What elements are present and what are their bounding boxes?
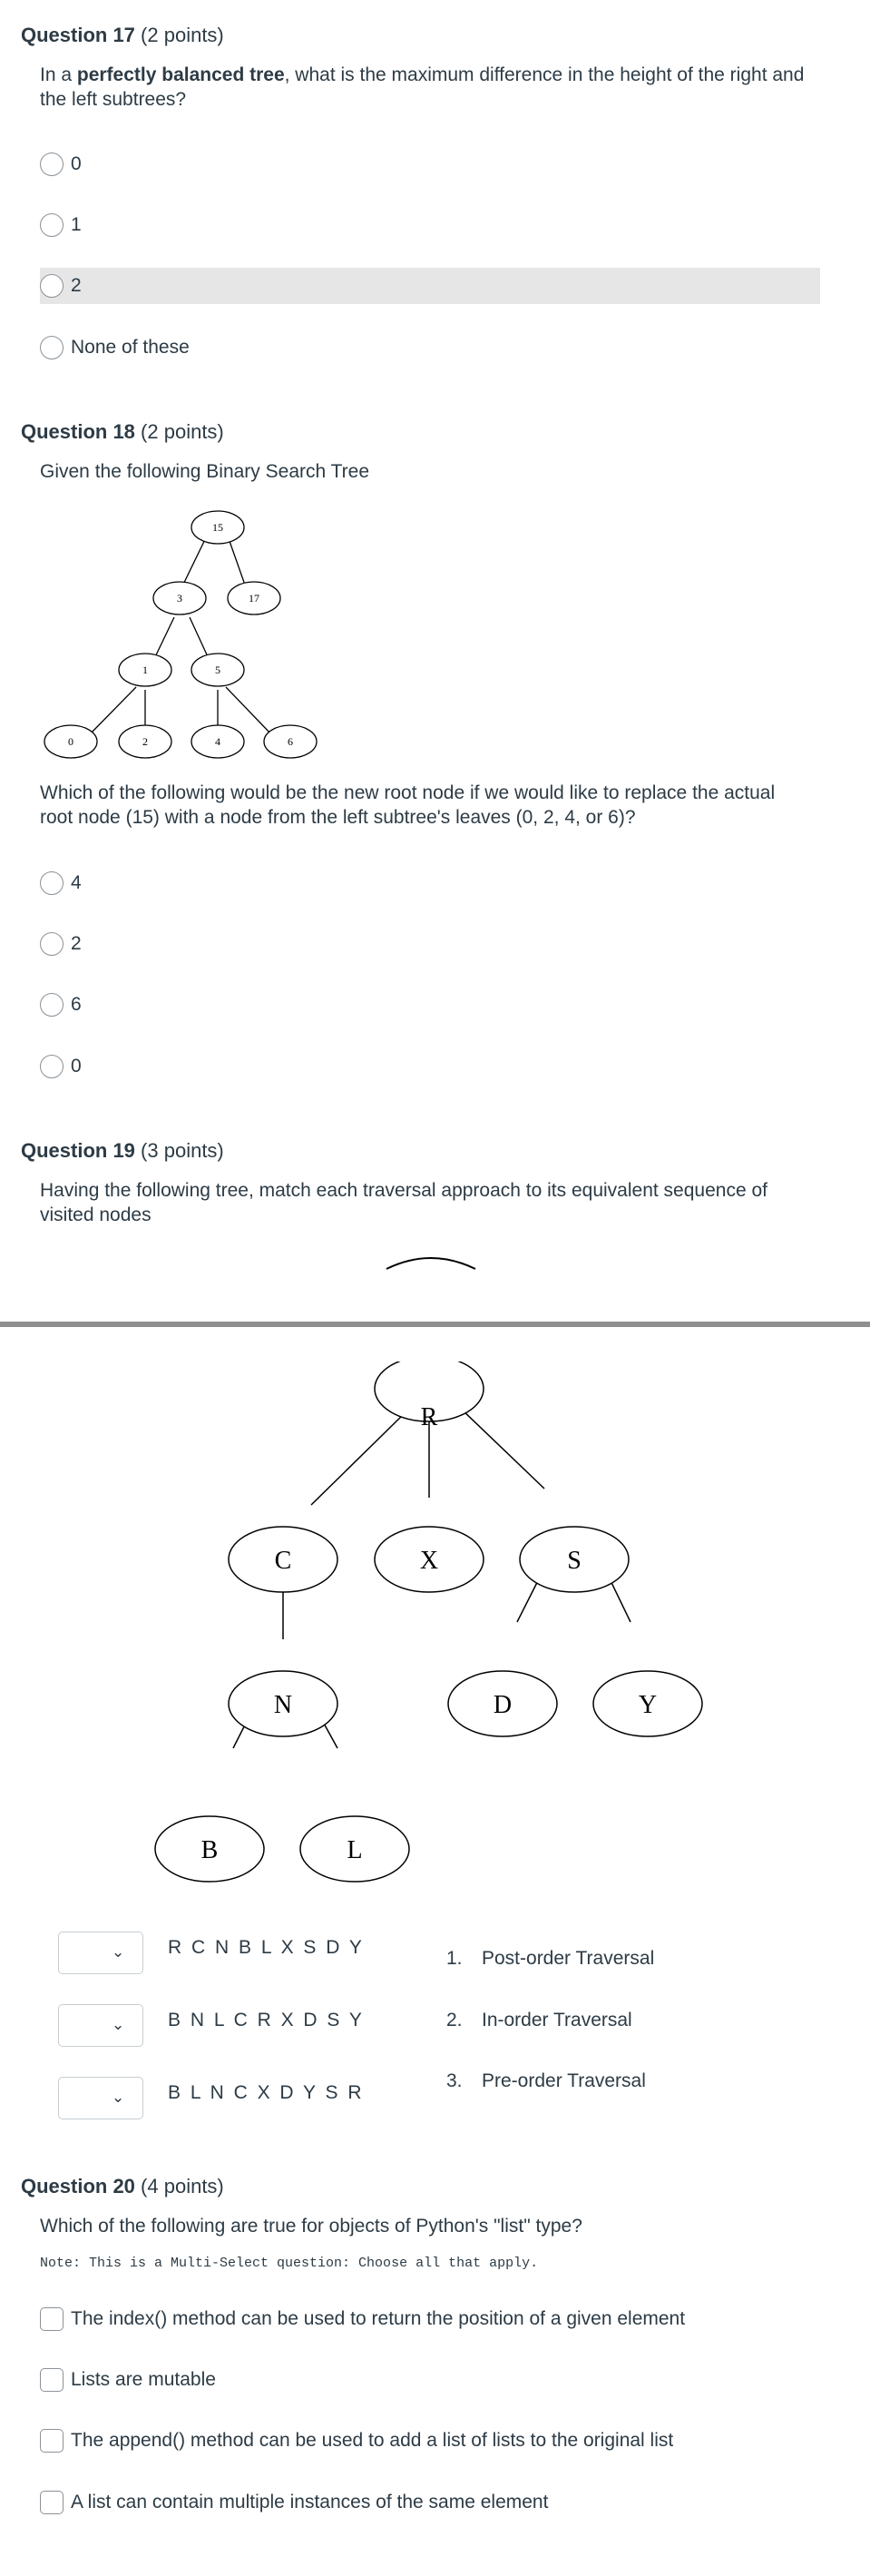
bst-node-0: 0 [68,735,73,748]
q20-note: Note: This is a Multi-Select question: Choose all that apply. [40,2256,539,2271]
q20-title [21,2175,224,2198]
option-label: 0 [71,1056,82,1077]
q19-tree-diagram [0,1362,870,1906]
match-dropdown-1[interactable] [58,1932,143,1974]
tree-node-C: C [274,1547,292,1575]
q17-points: (2 points) [141,24,224,46]
q18-option-0[interactable] [40,865,82,901]
radio-button[interactable] [40,993,64,1017]
option-label: 1 [71,214,82,235]
q17-text-pre: In a [40,64,77,85]
q20-question-text: Which of the following are true for objects of Python's "list" type? [40,2216,582,2237]
q17-text-post: , what is the maximum difference in the height of the right and the left subtrees? [40,64,805,110]
option-label: None of these [71,337,190,358]
q18-option-3[interactable] [40,1048,82,1085]
option-label: 2 [71,933,82,954]
option-label: Lists are mutable [71,2369,216,2390]
option-label: 0 [71,153,82,174]
match-label-2: In-order Traversal [482,2010,632,2030]
tree-node-X: X [419,1547,439,1575]
q20-number: Question 20 [21,2175,135,2197]
option-label: 6 [71,994,82,1015]
radio-button[interactable] [40,213,64,237]
bst-node-5: 5 [215,664,220,676]
q17-question-text [40,63,811,112]
tree-node-N: N [273,1691,293,1719]
match-label-3: Pre-order Traversal [482,2070,646,2091]
option-label: 2 [71,275,82,296]
q18-bst-diagram [0,499,363,772]
q17-option-3[interactable] [40,329,190,366]
option-label: The index() method can be used to return the position of a given element [71,2308,686,2329]
radio-button[interactable] [40,932,64,956]
sequence-3: B L N C X D Y S R [168,2082,365,2103]
bst-node-3: 3 [177,592,182,605]
q17-text-bold: perfectly balanced tree [76,64,285,85]
q17-title [21,24,224,47]
bst-node-17: 17 [249,592,259,605]
tree-node-B: B [200,1836,219,1864]
q18-number: Question 18 [21,420,135,443]
q18-intro: Given the following Binary Search Tree [40,461,370,482]
q20-points: (4 points) [141,2175,224,2197]
option-label: The append() method can be used to add a list of lists to the original list [71,2430,674,2451]
sequence-1: R C N B L X S D Y [168,1937,365,1958]
bst-node-2: 2 [142,735,148,748]
q18-question-text: Which of the following would be the new root node if we would like to replace the actual root node (15) with a node from the left subtree's leaves (0, 2, 4, or 6)? [40,782,776,828]
bst-node-1: 1 [142,664,148,676]
q20-option-2[interactable] [40,2423,673,2459]
chevron-down-icon: ⌄ [112,2016,125,2033]
tree-node-S: S [567,1547,582,1575]
q18-option-2[interactable] [40,987,82,1023]
q17-option-1[interactable] [40,207,82,243]
q19-title [21,1139,224,1163]
checkbox[interactable] [40,2491,64,2514]
q20-option-3[interactable] [40,2484,548,2521]
tree-node-D: D [493,1691,513,1719]
q19-points: (3 points) [141,1139,224,1162]
q19-question-text: Having the following tree, match each traversal approach to its equivalent sequence of visited nodes [40,1180,767,1225]
radio-button[interactable] [40,1055,64,1078]
tree-node-L: L [347,1836,363,1864]
match-number-1: 1. [446,1948,463,1969]
q18-points: (2 points) [141,420,224,443]
tree-node-Y: Y [638,1691,658,1719]
match-label-1: Post-order Traversal [482,1948,655,1969]
match-number-3: 3. [446,2070,463,2091]
screenshot-divider [0,1322,870,1327]
option-label: 4 [71,872,82,893]
chevron-down-icon: ⌄ [112,1943,125,1961]
q19-number: Question 19 [21,1139,135,1162]
bst-node-6: 6 [288,735,293,748]
q17-number: Question 17 [21,24,135,46]
radio-button[interactable] [40,336,64,359]
bst-node-4: 4 [215,735,220,748]
checkbox[interactable] [40,2307,64,2331]
match-dropdown-2[interactable] [58,2004,143,2047]
checkbox[interactable] [40,2429,64,2453]
q17-option-0[interactable] [40,146,82,182]
q18-title [21,420,224,444]
q18-option-1[interactable] [40,926,82,962]
radio-button[interactable] [40,871,64,895]
option-label: A list can contain multiple instances of the same element [71,2492,549,2512]
chevron-down-icon: ⌄ [112,2089,125,2106]
tree-preview-arc [381,1253,481,1280]
match-dropdown-3[interactable] [58,2077,143,2119]
match-number-2: 2. [446,2010,463,2030]
sequence-2: B N L C R X D S Y [168,2010,365,2030]
radio-button[interactable] [40,152,64,176]
q20-option-1[interactable] [40,2362,216,2398]
tree-node-R: R [420,1403,438,1431]
bst-node-15: 15 [212,521,223,534]
q17-option-2[interactable] [40,268,820,304]
radio-button[interactable] [40,274,64,298]
q20-option-0[interactable] [40,2301,685,2337]
checkbox[interactable] [40,2368,64,2392]
